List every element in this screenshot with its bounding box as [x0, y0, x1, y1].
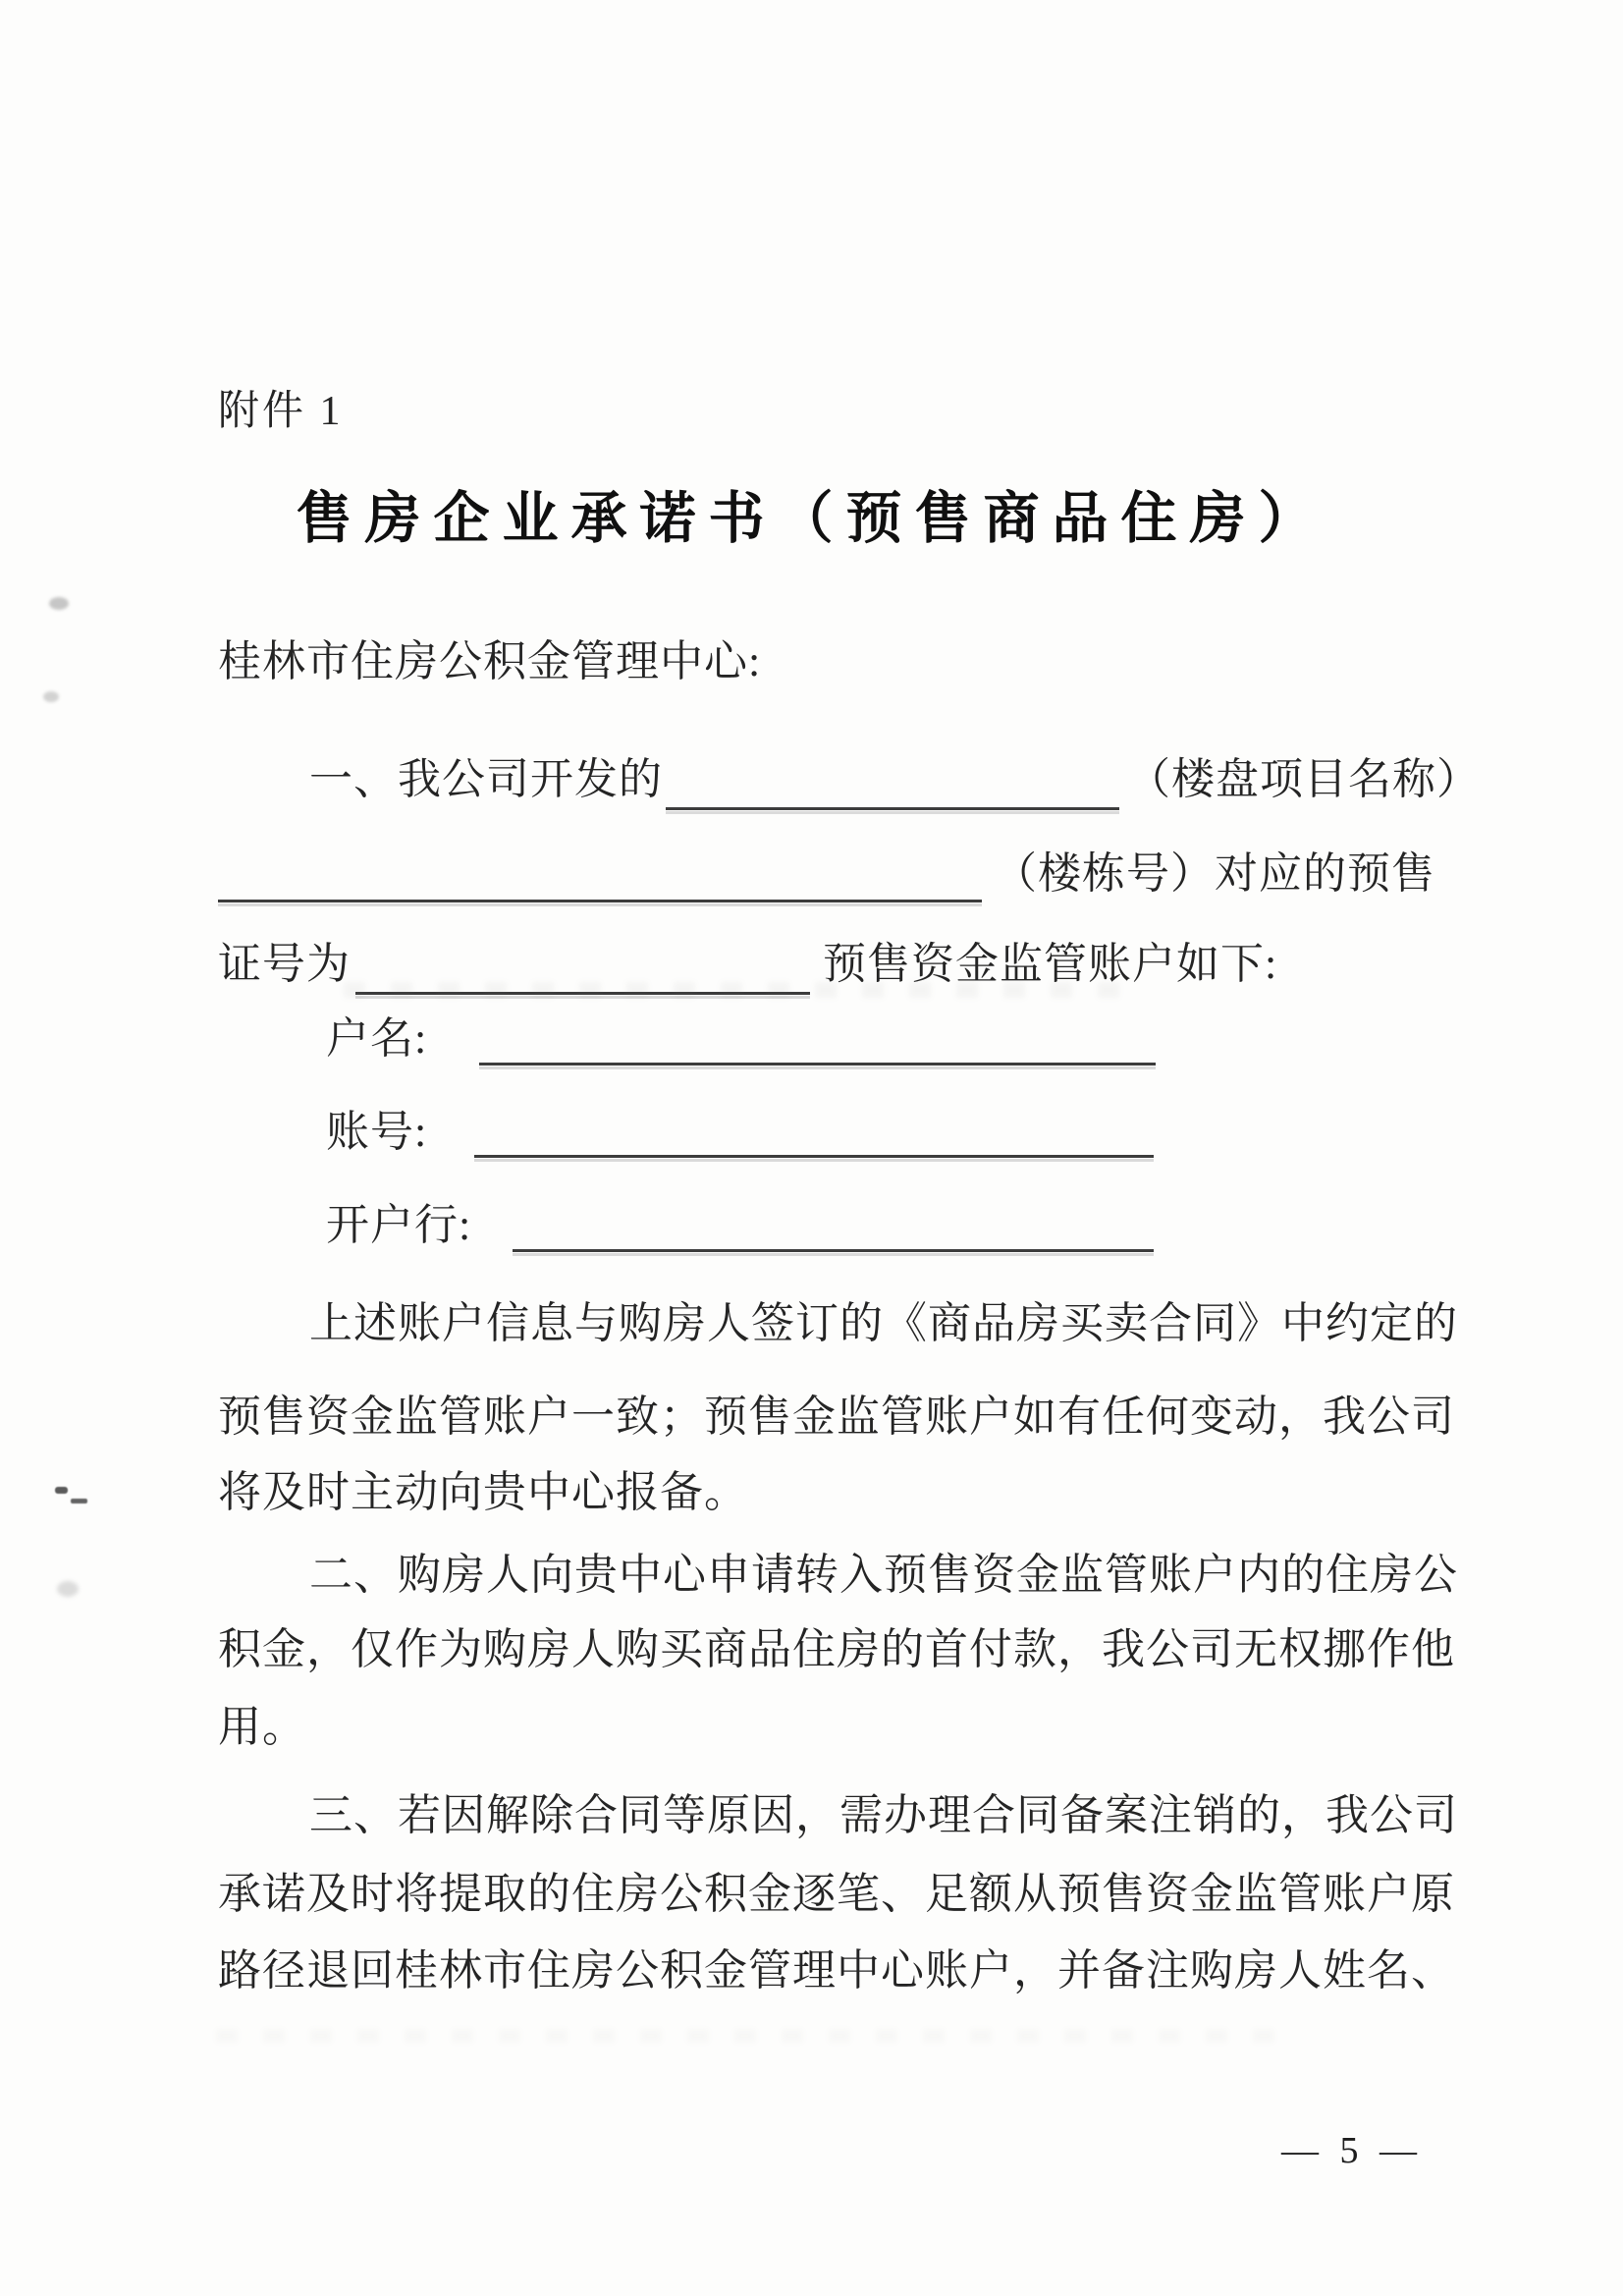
document-title: 售房企业承诺书（预售商品住房） — [296, 488, 1327, 550]
scan-smudge-artifact — [49, 597, 69, 610]
scan-mark-artifact — [71, 1499, 87, 1503]
para1-line1-note: （楼盘项目名称） — [1127, 755, 1481, 803]
para3-line2: 积金，仅作为购房人购买商品住房的首付款，我公司无权挪作他 — [218, 1625, 1455, 1673]
para3-line3: 用。 — [218, 1703, 306, 1751]
scan-smudge-artifact — [43, 691, 59, 702]
page-number: — 5 — — [1281, 2130, 1423, 2171]
account-name-label: 户名: — [326, 1014, 428, 1063]
para1-line3-tail: 预售资金监管账户如下: — [823, 940, 1278, 988]
salutation: 桂林市住房公积金管理中心: — [218, 637, 762, 685]
para2-line2: 预售资金监管账户一致；预售金监管账户如有任何变动，我公司 — [218, 1393, 1455, 1441]
para1-line2-note: （楼栋号）对应的预售 — [994, 849, 1435, 898]
account-name-blank-field — [479, 1063, 1156, 1066]
para3-line1: 二、购房人向贵中心申请转入预售资金监管账户内的住房公 — [309, 1551, 1458, 1599]
attachment-label: 附件 1 — [218, 389, 344, 434]
para1-line3-lead: 证号为 — [218, 940, 351, 988]
para4-line3: 路径退回桂林市住房公积金管理中心账户，并备注购房人姓名、 — [218, 1946, 1455, 1995]
para2-line1: 上述账户信息与购房人签订的《商品房买卖合同》中约定的 — [309, 1299, 1458, 1347]
para4-line2: 承诺及时将提取的住房公积金逐笔、足额从预售资金监管账户原 — [218, 1870, 1455, 1918]
project-name-blank-field — [666, 807, 1119, 810]
para4-line1: 三、若因解除合同等原因，需办理合同备案注销的，我公司 — [309, 1791, 1458, 1839]
account-number-label: 账号: — [326, 1108, 428, 1156]
bleed-through-artifact — [216, 2029, 1276, 2043]
scan-mark-artifact — [55, 1487, 68, 1494]
building-number-blank-field — [218, 900, 982, 902]
permit-number-blank-field — [355, 992, 810, 995]
scan-smudge-artifact — [57, 1581, 79, 1597]
para1-line1-lead: 一、我公司开发的 — [309, 755, 663, 803]
para2-line3: 将及时主动向贵中心报备。 — [218, 1468, 748, 1516]
bank-branch-blank-field — [513, 1249, 1154, 1252]
account-number-blank-field — [474, 1155, 1154, 1158]
bank-branch-label: 开户行: — [326, 1201, 472, 1249]
